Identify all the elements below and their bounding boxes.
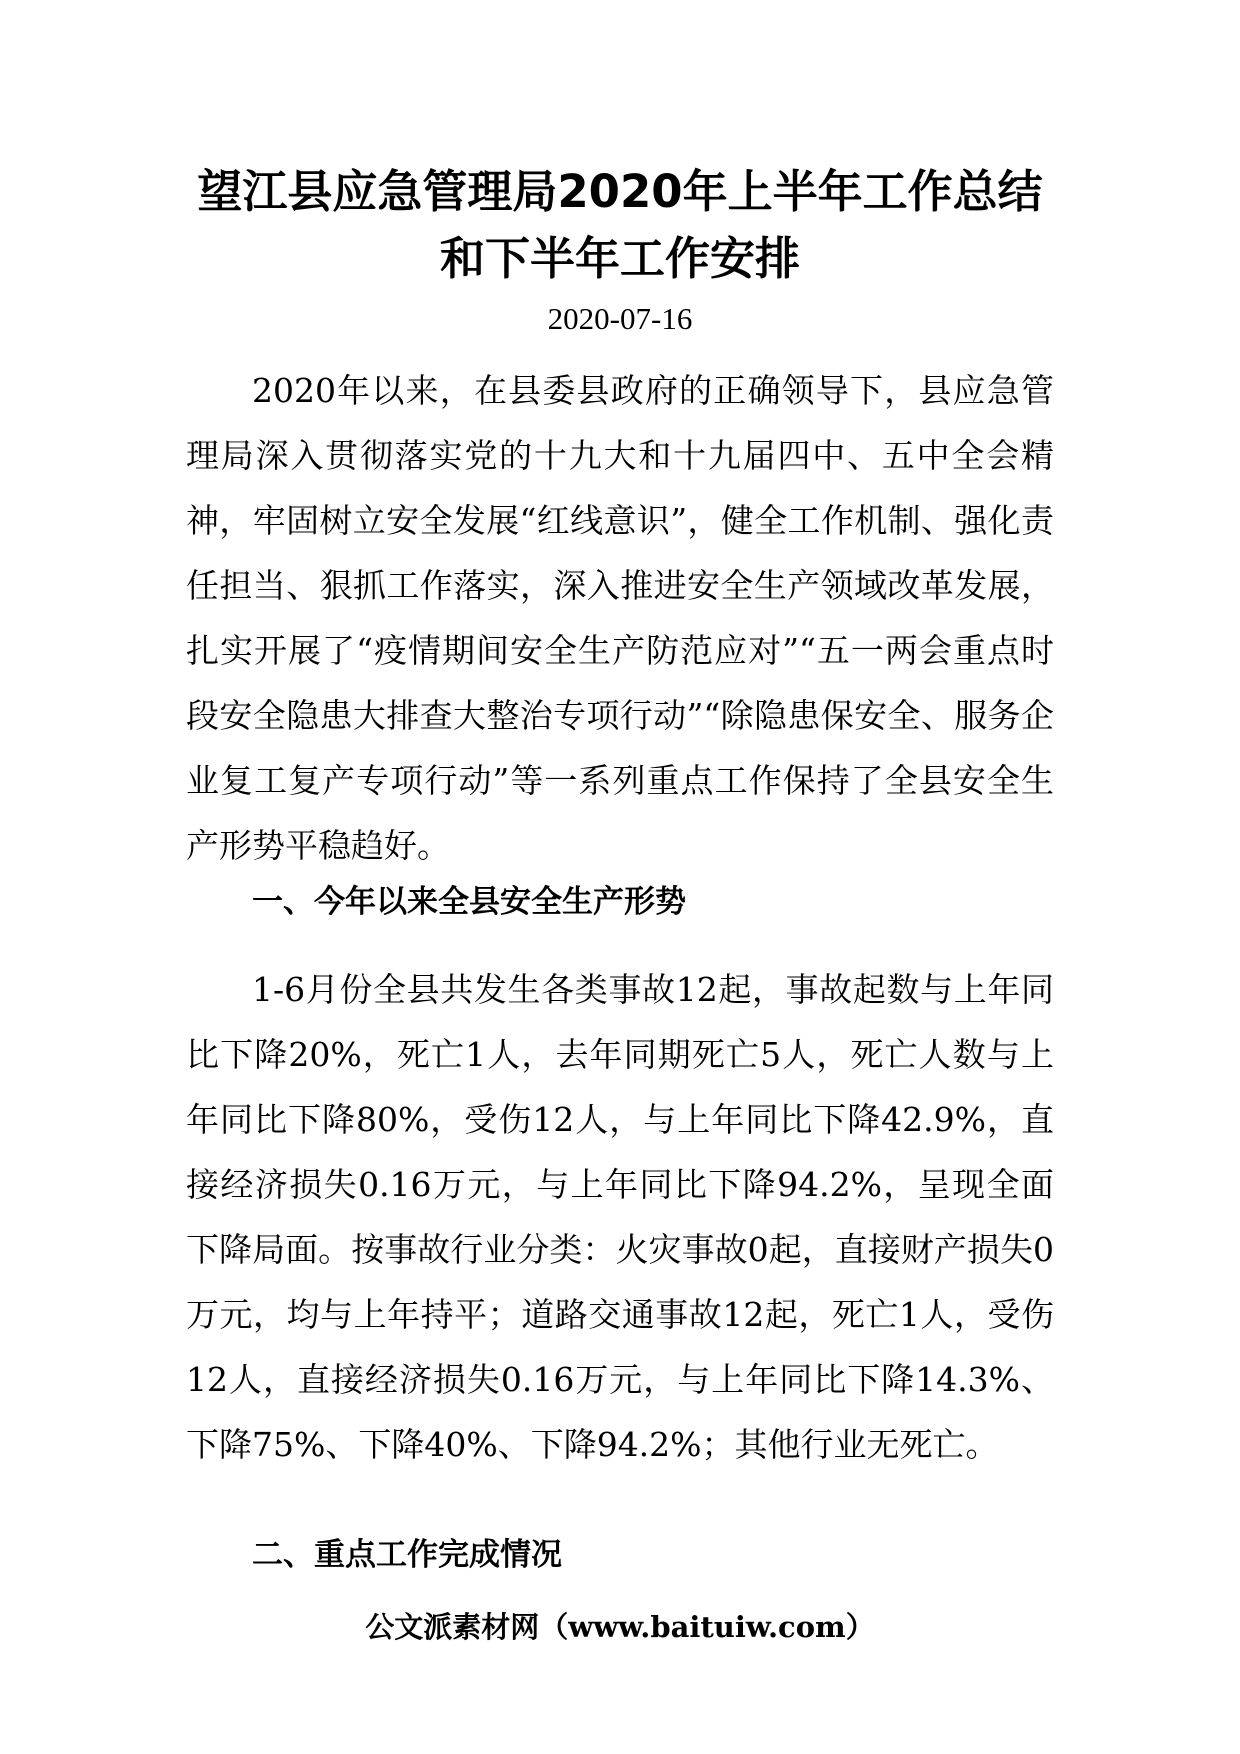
section-1-paragraph: 1-6月份全县共发生各类事故12起，事故起数与上年同比下降20%，死亡1人，去年同期死亡5人，死亡人数与上年同比下降80%，受伤12人，与上年同比下降42.9%，直接经济损失0.16万元，与上年同比下降94.2%，呈现全面下降局面。按事故行业分类：火灾事故0起，直接财产损失0万元，均与上年持平；道路交通事故12起，死亡1人，受伤12人，直接经济损失0.16万元，与上年同比下降14.3%、下降75%、下降40%、下降94.2%；其他行业无死亡。 [186,970,1055,1464]
section-1-heading: 一、今年以来全县安全生产形势 [252,884,686,920]
document-title-line-2: 和下半年工作安排 [439,232,800,285]
document-title-line-1: 望江县应急管理局2020年上半年工作总结 [197,165,1043,218]
footer-watermark: 公文派素材网（www.baituiw.com） [365,1610,875,1644]
intro-paragraph: 2020年以来，在县委县政府的正确领导下，县应急管理局深入贯彻落实党的十九大和十九届四中、五中全会精神，牢固树立安全发展“红线意识”，健全工作机制、强化责任担当、狠抓工作落实，深入推进安全生产领域改革发展，扎实开展了“疫情期间安全生产防范应对”“五一两会重点时段安全隐患大排查大整治专项行动”“除隐患保安全、服务企业复工复产专项行动”等一系列重点工作保持了全县安全生产形势平稳趋好。 [186,371,1054,865]
section-2-heading: 二、重点工作完成情况 [252,1537,562,1573]
document-date: 2020-07-16 [547,301,693,336]
